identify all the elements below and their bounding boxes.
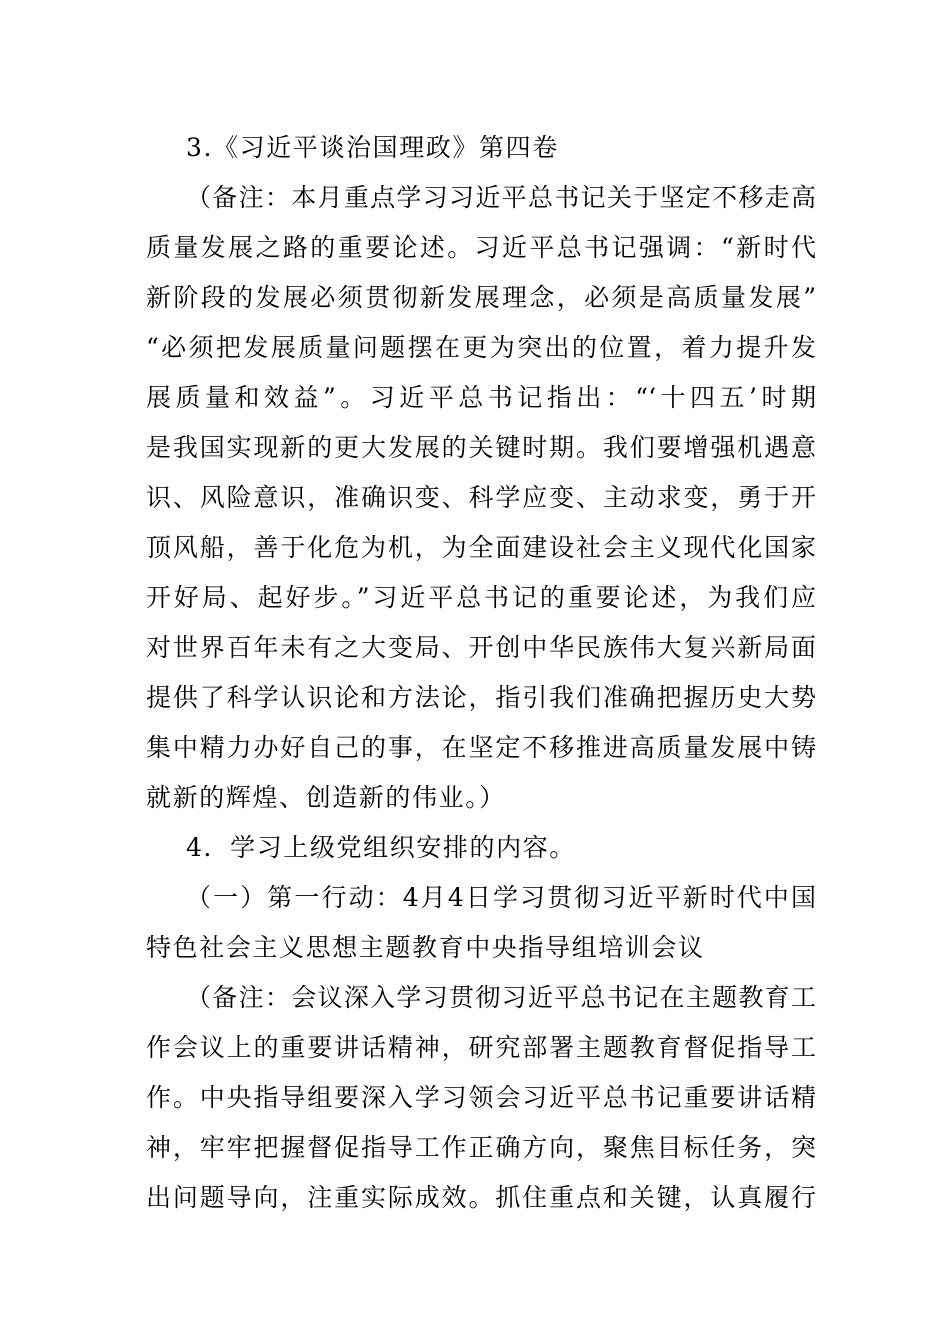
- item-heading-3: 3.《习近平谈治国理政》第四卷: [186, 133, 559, 162]
- paragraph-line: 是我国实现新的更大发展的关键时期。我们要增强机遇意: [146, 433, 816, 462]
- paragraph-line: 顶风船，善于化危为机，为全面建设社会主义现代化国家: [146, 533, 816, 562]
- item-heading-4: 4．学习上级党组织安排的内容。: [186, 833, 576, 862]
- paragraph-line: “必须把发展质量问题摆在更为突出的位置，着力提升发: [146, 333, 816, 362]
- paragraph-line: （备注：会议深入学习贯彻习近平总书记在主题教育工: [186, 983, 816, 1012]
- paragraph-line: 就新的辉煌、创造新的伟业。）: [146, 783, 506, 812]
- paragraph-line: 新阶段的发展必须贯彻新发展理念，必须是高质量发展”: [146, 283, 816, 312]
- paragraph-line: 神，牢牢把握督促指导工作正确方向，聚焦目标任务，突: [146, 1133, 816, 1162]
- subsection-heading-line: （一）第一行动：4月4日学习贯彻习近平新时代中国: [186, 883, 816, 912]
- paragraph-line: 出问题导向，注重实际成效。抓住重点和关键，认真履行: [146, 1183, 816, 1212]
- paragraph-line: 集中精力办好自己的事，在坚定不移推进高质量发展中铸: [146, 733, 816, 762]
- paragraph-line: 展质量和效益”。习近平总书记指出：“‘十四五’时期: [146, 383, 816, 412]
- paragraph-line: 作会议上的重要讲话精神，研究部署主题教育督促指导工: [146, 1033, 816, 1062]
- paragraph-line: 开好局、起好步。”习近平总书记的重要论述，为我们应: [146, 583, 816, 612]
- paragraph-line: 提供了科学认识论和方法论，指引我们准确把握历史大势: [146, 683, 816, 712]
- paragraph-line: 作。中央指导组要深入学习领会习近平总书记重要讲话精: [146, 1083, 816, 1112]
- paragraph-line: （备注：本月重点学习习近平总书记关于坚定不移走高: [186, 183, 816, 212]
- paragraph-line: 对世界百年未有之大变局、开创中华民族伟大复兴新局面: [146, 633, 816, 662]
- subsection-heading-line: 特色社会主义思想主题教育中央指导组培训会议: [146, 933, 705, 962]
- paragraph-line: 质量发展之路的重要论述。习近平总书记强调：“新时代: [146, 233, 816, 262]
- paragraph-line: 识、风险意识，准确识变、科学应变、主动求变，勇于开: [146, 483, 816, 512]
